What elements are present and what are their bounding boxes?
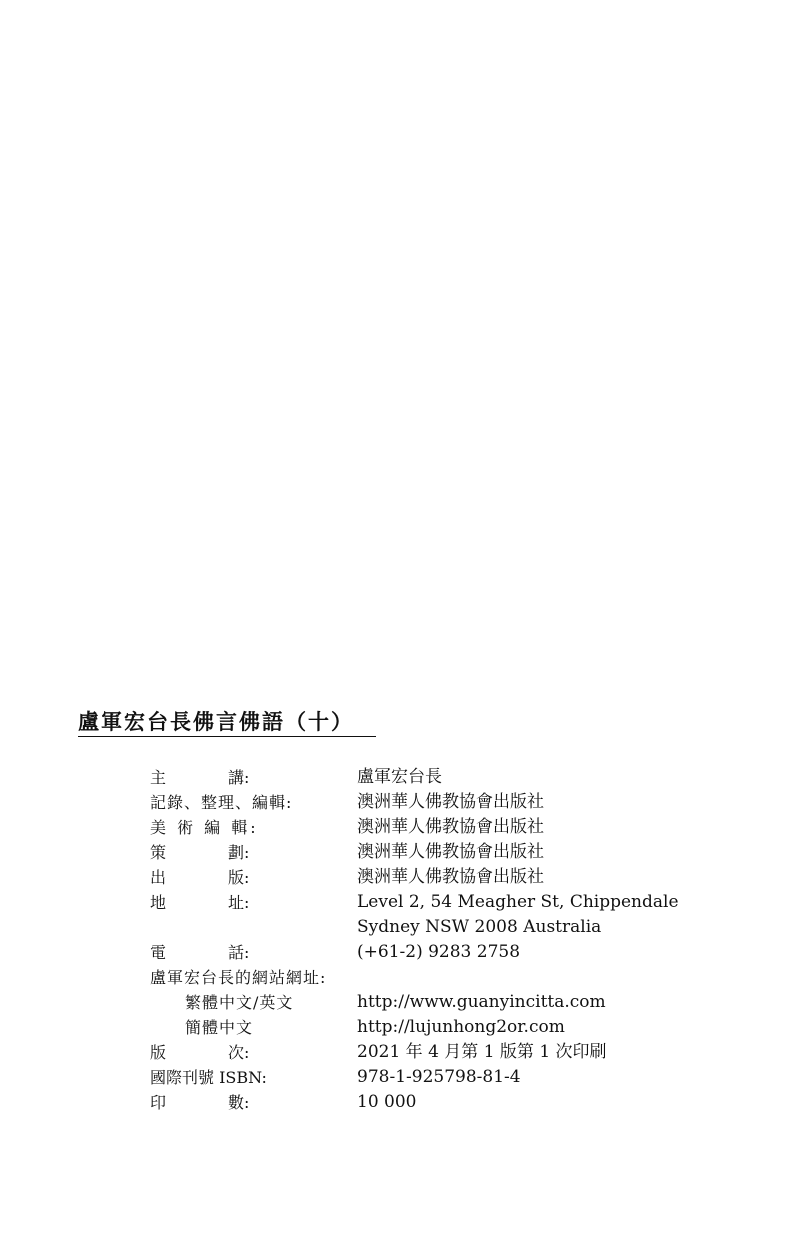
- website-simplified-link[interactable]: http://lujunhong2or.com: [357, 1017, 565, 1037]
- publisher-value: 澳洲華人佛教協會出版社: [357, 867, 544, 887]
- website-traditional-link[interactable]: http://www.guanyincitta.com: [357, 992, 606, 1012]
- publisher-label-second: 版:: [228, 868, 250, 887]
- isbn-row: [150, 1065, 710, 1090]
- editing-label: 記錄、整理、編輯:: [150, 793, 293, 812]
- editing-value: 澳洲華人佛教協會出版社: [357, 792, 544, 812]
- publisher-row: [150, 865, 710, 890]
- colophon-block: [150, 765, 710, 1115]
- print-run-value: 10 000: [357, 1092, 417, 1112]
- phone-value: (+61-2) 9283 2758: [357, 942, 521, 962]
- isbn-value: 978-1-925798-81-4: [357, 1067, 521, 1087]
- address-label-first: 地: [150, 893, 167, 912]
- publisher-label-first: 出: [150, 868, 167, 887]
- planning-row: [150, 840, 710, 865]
- edition-value: 2021 年 4 月第 1 版第 1 次印刷: [357, 1042, 607, 1062]
- speaker-value: 盧軍宏台長: [357, 767, 442, 787]
- art-editing-label: 美 術 編 輯:: [150, 818, 259, 837]
- address-line-1: Level 2, 54 Meagher St, Chippendale: [357, 892, 679, 912]
- speaker-label-first: 主: [150, 768, 167, 787]
- planning-label-second: 劃:: [228, 843, 250, 862]
- editing-row: [150, 790, 710, 815]
- print-run-label-first: 印: [150, 1093, 167, 1112]
- website-traditional-row: [150, 990, 710, 1015]
- address-row: [150, 890, 710, 915]
- book-title: 盧軍宏台長佛言佛語（十）: [78, 709, 354, 734]
- planning-label-first: 策: [150, 843, 167, 862]
- title-underline: [78, 736, 376, 737]
- planning-value: 澳洲華人佛教協會出版社: [357, 842, 544, 862]
- website-simplified-label: 簡體中文: [185, 1018, 254, 1037]
- address-label-second: 址:: [228, 893, 250, 912]
- edition-label-first: 版: [150, 1043, 167, 1062]
- address-line-2: Sydney NSW 2008 Australia: [357, 917, 602, 937]
- phone-label-second: 話:: [228, 943, 250, 962]
- address-row-continued: [150, 915, 710, 940]
- art-editing-value: 澳洲華人佛教協會出版社: [357, 817, 544, 837]
- isbn-label: 國際刊號 ISBN:: [150, 1068, 267, 1087]
- websites-label: 盧軍宏台長的網站網址:: [150, 968, 327, 987]
- edition-label-second: 次:: [228, 1043, 250, 1062]
- print-run-label-second: 數:: [228, 1093, 250, 1112]
- edition-row: [150, 1040, 710, 1065]
- speaker-row: [150, 765, 710, 790]
- art-editing-row: [150, 815, 710, 840]
- website-traditional-label: 繁體中文/英文: [185, 993, 294, 1012]
- phone-row: [150, 940, 710, 965]
- website-simplified-row: [150, 1015, 710, 1040]
- print-run-row: [150, 1090, 710, 1115]
- phone-label-first: 電: [150, 943, 167, 962]
- websites-heading-row: [150, 965, 710, 990]
- speaker-label-second: 講:: [228, 768, 250, 787]
